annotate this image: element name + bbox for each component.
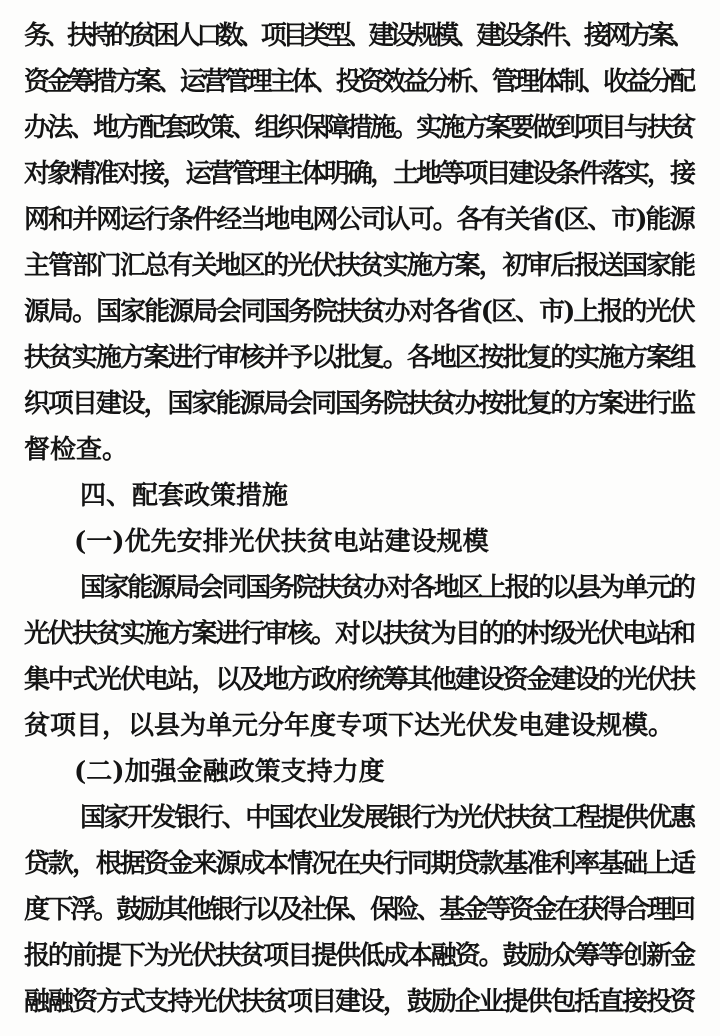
sub1-line-4: 贫项目，以县为单元分年度专项下达光伏发电建设规模。 — [24, 711, 675, 741]
sub2-line-1: 国家开发银行、中国农业发展银行为光伏扶贫工程提供优惠 — [80, 803, 694, 833]
paragraph-line-2: 资金筹措方案、运营管理主体、投资效益分析、管理体制、收益分配 — [24, 67, 693, 97]
sub2-line-4: 报的前提下为光伏扶贫项目提供低成本融资。鼓励众筹等创新金 — [24, 941, 694, 971]
paragraph-line-1: 务、扶持的贫困人口数、项目类型、建设规模、建设条件、接网方案、 — [24, 21, 692, 51]
sub1-line-2: 光伏扶贫实施方案进行审核。对以扶贫为目的的村级光伏电站和 — [24, 619, 694, 649]
paragraph-line-5: 网和并网运行条件经当地电网公司认可。各有关省(区、市)能源 — [24, 205, 694, 235]
sub2-line-2: 贷款，根据资金来源成本情况在央行同期贷款基准利率基础上适 — [24, 849, 694, 879]
subsection-heading-2: (二)加强金融政策支持力度 — [74, 757, 385, 787]
paragraph-line-8: 扶贫实施方案进行审核并予以批复。各地区按批复的实施方案组 — [24, 343, 694, 373]
paragraph-line-6: 主管部门汇总有关地区的光伏扶贫实施方案，初审后报送国家能 — [24, 251, 694, 281]
sub2-line-3: 度下浮。鼓励其他银行以及社保、保险、基金等资金在获得合理回 — [24, 895, 694, 925]
paragraph-line-10: 督检查。 — [24, 435, 129, 465]
sub1-line-1: 国家能源局会同国务院扶贫办对各地区上报的以县为单元的 — [80, 573, 694, 603]
section-heading: 四、配套政策措施 — [80, 481, 289, 511]
paragraph-line-3: 办法、地方配套政策、组织保障措施。实施方案要做到项目与扶贫 — [24, 113, 694, 143]
sub1-line-3: 集中式光伏电站，以及地方政府统筹其他建设资金建设的光伏扶 — [24, 665, 694, 695]
subsection-heading-1: (一)优先安排光伏扶贫电站建设规模 — [74, 527, 489, 557]
paragraph-line-4: 对象精准对接，运营管理主体明确，土地等项目建设条件落实，接 — [24, 159, 694, 189]
paragraph-line-7: 源局。国家能源局会同国务院扶贫办对各省(区、市)上报的光伏 — [24, 297, 694, 327]
paragraph-line-9: 织项目建设，国家能源局会同国务院扶贫办按批复的方案进行监 — [24, 389, 694, 419]
sub2-line-5: 融融资方式支持光伏扶贫项目建设，鼓励企业提供包括直接投资 — [24, 987, 694, 1017]
